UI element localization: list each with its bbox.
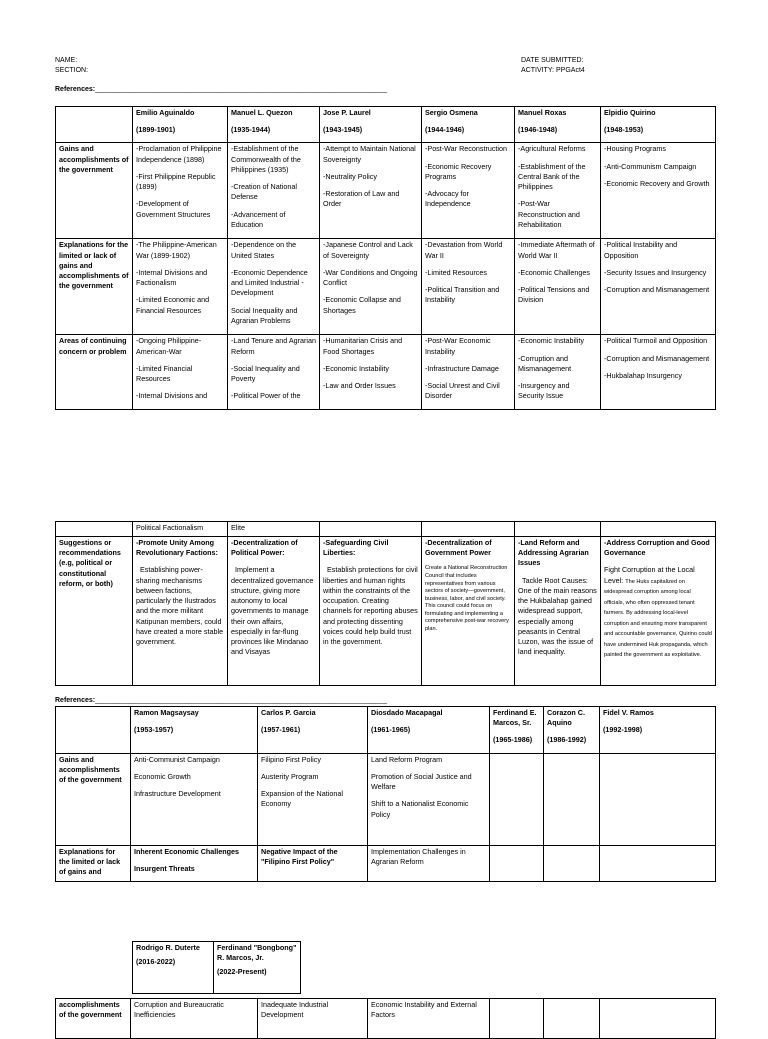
recommendation-title: -Land Reform and Addressing Agrarian Issues — [518, 538, 589, 568]
table-cell — [258, 845, 368, 881]
cell-item: -Internal Divisions and Factionalism — [136, 267, 208, 288]
president-name: Carlos P. Garcia — [261, 708, 316, 717]
cell-item: -Economic Recovery and Growth — [604, 178, 710, 188]
cell-item: -Creation of National Defense — [231, 182, 297, 202]
continued-cell — [601, 522, 716, 537]
table-cell — [320, 239, 422, 335]
cell-item: -Political Transition and Instability — [425, 285, 500, 305]
cell-item: -Establishment of the Commonwealth of the Philippines (1935) — [231, 144, 301, 174]
cell-item: -Political Tensions and Division — [518, 285, 590, 305]
table-cell: Inadequate Industrial Development — [258, 999, 368, 1039]
table-cell — [133, 239, 228, 335]
president-name: Elpidio Quirino — [604, 108, 656, 117]
president-header-cell — [601, 107, 716, 143]
continued-cell — [515, 522, 601, 537]
cell-item: -Internal Divisions and — [136, 391, 208, 401]
president-term: (1899-1901) — [136, 125, 176, 135]
president-header-cell — [320, 107, 422, 143]
references-line-1 — [55, 85, 387, 95]
president-term: (1992-1998) — [603, 725, 643, 735]
cell-item: -Anti-Communism Campaign — [604, 161, 697, 171]
cell-item: -Corruption and Mismanagement — [518, 353, 572, 373]
cell-item: -Post-War Economic Instability — [425, 336, 491, 356]
table-cell — [600, 753, 716, 845]
gains-row — [56, 753, 716, 845]
continued-cell — [320, 522, 422, 537]
table-cell — [228, 239, 320, 335]
row-label: Gains and accomplishments of the government — [56, 753, 131, 845]
table-cell — [131, 753, 258, 845]
cell-item: -Establishment of the Central Bank of the Philippines — [518, 161, 586, 192]
president-name: Corazon C. Aquino — [547, 708, 585, 728]
table-cell — [228, 335, 320, 410]
table-cell — [515, 335, 601, 410]
table-cell — [601, 335, 716, 410]
references-label: References: — [55, 86, 96, 93]
references-line-2 — [55, 696, 387, 706]
president-header-cell — [131, 707, 258, 754]
cell-item: -Insurgency and Security Issue — [518, 381, 570, 401]
president-header-cell — [368, 707, 490, 754]
activity-label: ACTIVITY: PPGAct4 — [521, 67, 585, 74]
president-header-row — [133, 942, 301, 994]
cell-item: Infrastructure Development — [134, 789, 221, 799]
table-cell — [490, 753, 544, 845]
president-name: Jose P. Laurel — [323, 108, 371, 117]
recommendations-table — [55, 521, 716, 686]
explanations-row — [56, 239, 716, 335]
cell-item: -Economic Challenges — [518, 267, 590, 277]
table-cell — [515, 143, 601, 239]
name-label: NAME: — [55, 57, 78, 64]
president-term: (1948-1953) — [604, 125, 644, 135]
cell-item: -Hukbalahap Insurgency — [604, 370, 682, 380]
recommendation-body — [604, 565, 712, 660]
table-cell — [133, 335, 228, 410]
table-cell — [544, 999, 600, 1039]
cell-item: -Political Turmoil and Opposition — [604, 336, 708, 346]
president-header-cell — [258, 707, 368, 754]
table-cell — [601, 143, 716, 239]
cell-item: -Political Instability and Opposition — [604, 240, 678, 260]
cell-item: -Limited Economic and Financial Resources — [136, 295, 210, 315]
presidents-table-4 — [55, 998, 716, 1039]
cell-item: -Corruption and Mismanagement — [604, 353, 710, 363]
cell-item: -Development of Government Structures — [136, 199, 211, 219]
cell-item: -Economic Instability — [323, 363, 389, 373]
president-header-cell — [133, 107, 228, 143]
cell-item: -Humanitarian Crisis and Food Shortages — [323, 336, 403, 356]
cell-item: Negative Impact of the "Filipino First Policy" — [261, 846, 338, 866]
cell-item: -Limited Resources — [425, 267, 487, 277]
continued-cell: Elite — [228, 522, 320, 537]
cell-item: -Housing Programs — [604, 144, 666, 154]
continued-cell — [422, 522, 515, 537]
recommendation-detail: The Huks capitalized on widespread corruption among local officials, who often oppressed tenant farmers. By addressing local-level corruption and ensuring more transparent and accountable governance, Quirino could have undermined Huk propaganda, which painted the government as exploitative. — [604, 578, 712, 659]
cell-item: -Security Issues and Insurgency — [604, 267, 707, 277]
cell-item: -Agricultural Reforms — [518, 144, 586, 154]
recommendation-title: -Decentralization of Government Power — [425, 538, 492, 558]
cell-item: -The Philippine-American War (1899-1902) — [136, 240, 217, 260]
submission-info — [521, 56, 585, 76]
cell-item: Economic Growth — [134, 771, 191, 781]
president-header-cell — [133, 942, 214, 994]
references-blank: ___________________________________________________________________________ — [95, 697, 388, 704]
president-name: Rodrigo R. Duterte — [136, 943, 200, 952]
cell-item: -Economic Dependence and Limited Industrial - Development — [231, 267, 308, 298]
table-cell — [422, 239, 515, 335]
president-term: (1965-1986) — [493, 735, 533, 745]
table-cell: Economic Instability and External Factors — [368, 999, 490, 1039]
table-cell — [320, 143, 422, 239]
cell-item: Shift to a Nationalist Economic Policy — [371, 799, 469, 819]
president-header-row — [56, 707, 716, 754]
cell-item: -Dependence on the United States — [231, 240, 297, 260]
cell-item: Austerity Program — [261, 771, 319, 781]
cell-item: -Infrastructure Damage — [425, 363, 499, 373]
president-term: (1944-1946) — [425, 125, 465, 135]
president-name: Fidel V. Ramos — [603, 708, 654, 717]
president-name: Sergio Osmena — [425, 108, 478, 117]
president-name: Manuel Roxas — [518, 108, 567, 117]
recommendation-cell — [133, 537, 228, 686]
row-label: Gains and accomplishments of the government — [56, 143, 133, 239]
cell-item: -Attempt to Maintain National Sovereignty — [323, 144, 416, 164]
table-cell — [228, 143, 320, 239]
recommendation-cell — [601, 537, 716, 686]
date-submitted-label: DATE SUBMITTED: — [521, 57, 584, 64]
president-header-row — [56, 107, 716, 143]
cell-item: Filipino First Policy — [261, 754, 321, 764]
table-cell — [600, 999, 716, 1039]
table-cell — [600, 845, 716, 881]
president-name: Ferdinand E. Marcos, Sr. — [493, 708, 537, 728]
president-header-cell — [490, 707, 544, 754]
cell-item: -Post-War Reconstruction — [425, 144, 508, 154]
section-label: SECTION: — [55, 67, 89, 74]
cell-item: -Economic Recovery Programs — [425, 161, 492, 181]
cell-item: -Japanese Control and Lack of Sovereignty — [323, 240, 413, 260]
table-cell — [131, 845, 258, 881]
table-cell — [515, 239, 601, 335]
president-term: (1943-1945) — [323, 125, 363, 135]
cell-item: -Ongoing Philippine-American-War — [136, 336, 202, 356]
cell-item: Social Inequality and Agrarian Problems — [231, 305, 298, 325]
cell-item: Implementation Challenges in Agrarian Reform — [371, 846, 466, 866]
continued-cell: Political Factionalism — [133, 522, 228, 537]
president-name: Ferdinand "Bongbong" R. Marcos, Jr. — [217, 943, 297, 963]
recommendation-body: Create a National Reconstruction Council that includes representatives from various sectors of society—government, business, labor, and civil society. This council could focus on formulating and implementing a comprehensive post-war recovery plan. — [425, 565, 509, 632]
cell-item: Promotion of Social Justice and Welfare — [371, 771, 472, 792]
recommendation-title: -Safeguarding Civil Liberties: — [323, 538, 389, 558]
cell-item: -Land Tenure and Agrarian Reform — [231, 336, 316, 356]
president-name: Ramon Magsaysay — [134, 708, 199, 717]
references-blank: ___________________________________________________________________________ — [95, 86, 388, 93]
table-cell — [368, 753, 490, 845]
president-term: (1957-1961) — [261, 725, 301, 735]
cell-item: -First Philippine Republic (1899) — [136, 171, 216, 192]
explanations-row — [56, 999, 716, 1039]
table-cell — [490, 999, 544, 1039]
concerns-row — [56, 335, 716, 410]
presidents-table-2 — [55, 706, 716, 882]
cell-item: Inherent Economic Challenges — [134, 846, 240, 856]
continued-row — [56, 522, 716, 537]
recommendation-body: Establish protections for civil liberties and human rights within the constraints of the occupation. Creating channels for reporting abuses and protecting dissenting voices could help build trust in the government. — [323, 565, 418, 646]
cell-item: -Economic Collapse and Shortages — [323, 295, 401, 315]
table-cell: Corruption and Bureaucratic Inefficiencies — [131, 999, 258, 1039]
gains-row — [56, 143, 716, 239]
cell-item: -War Conditions and Ongoing Conflict — [323, 267, 418, 288]
blank-header-cell — [56, 107, 133, 143]
recommendation-cell — [515, 537, 601, 686]
president-term: (2016-2022) — [136, 957, 176, 967]
table-cell — [490, 845, 544, 881]
cell-item: -Post-War Reconstruction and Rehabilitation — [518, 199, 580, 229]
row-label: accomplishments of the government — [56, 999, 131, 1039]
blank-header-cell — [56, 707, 131, 754]
cell-item: -Political Power of the — [231, 391, 301, 401]
cell-item: -Corruption and Mismanagement — [604, 285, 710, 295]
recommendation-body: Tackle Root Causes: One of the main reasons the Hukbalahap gained widespread support, especially among peasants in Central Luzon, was the issue of land inequality. — [518, 575, 597, 657]
student-info — [55, 56, 88, 76]
row-label: Explanations for the limited or lack of gains and accomplishments of the government — [56, 239, 133, 335]
cell-item: -Proclamation of Philippine Independence (1898) — [136, 144, 222, 164]
president-term: (2022-Present) — [217, 967, 267, 977]
president-header-cell — [422, 107, 515, 143]
recommendation-title: -Promote Unity Among Revolutionary Factions: — [136, 538, 218, 558]
table-cell — [258, 753, 368, 845]
president-header-cell — [600, 707, 716, 754]
cell-item: -Immediate Aftermath of World War II — [518, 240, 595, 260]
cell-item: -Law and Order Issues — [323, 381, 396, 391]
recommendation-title: -Decentralization of Political Power: — [231, 538, 298, 558]
president-term: (1961-1965) — [371, 725, 411, 735]
cell-item: Insurgent Threats — [134, 863, 195, 873]
presidents-table-1 — [55, 106, 716, 410]
president-header-cell — [544, 707, 600, 754]
references-label: References: — [55, 697, 96, 704]
cell-item: Anti-Communist Campaign — [134, 754, 220, 764]
row-label: Suggestions or recommendations (e.g, political or constitutional reform, or both) — [56, 537, 133, 686]
president-header-cell — [214, 942, 301, 994]
cell-item: -Advancement of Education — [231, 209, 286, 229]
table-cell — [422, 335, 515, 410]
cell-item: -Limited Financial Resources — [136, 363, 193, 384]
recommendation-body: Implement a decentralized governance structure, giving more autonomy to local governments to manage their own affairs, especially in far-flung provinces like Mindanao and Visayas — [231, 565, 314, 657]
cell-item: -Advocacy for Independence — [425, 189, 471, 209]
recommendation-lead: Fight Corruption at the Local Level: — [604, 565, 695, 585]
table-cell — [544, 845, 600, 881]
president-name: Manuel L. Quezon — [231, 108, 293, 117]
cell-item: -Social Unrest and Civil Disorder — [425, 381, 500, 401]
president-term: (1946-1948) — [518, 125, 558, 135]
cell-item: Land Reform Program — [371, 754, 443, 764]
explanations-row — [56, 845, 716, 881]
cell-item: -Neutrality Policy — [323, 171, 377, 181]
table-cell — [368, 845, 490, 881]
recommendation-body: Establishing power-sharing mechanisms between factions, particularly the Ilustrados and the more militant Katipunan members, could have created a more stable government. — [136, 565, 224, 646]
cell-item: -Economic Instability — [518, 336, 584, 346]
row-label: Explanations for the limited or lack of gains and — [56, 845, 131, 881]
cell-item: -Restoration of Law and Order — [323, 189, 400, 209]
recommendation-cell — [228, 537, 320, 686]
blank-cell — [56, 522, 133, 537]
president-term: (1935-1944) — [231, 125, 271, 135]
recommendation-cell — [320, 537, 422, 686]
cell-item: -Social Inequality and Poverty — [231, 363, 300, 384]
table-cell — [133, 143, 228, 239]
president-name: Diosdado Macapagal — [371, 708, 443, 717]
president-name: Emilio Aguinaldo — [136, 108, 195, 117]
president-header-cell — [515, 107, 601, 143]
table-cell — [601, 239, 716, 335]
table-cell — [320, 335, 422, 410]
president-term: (1953-1957) — [134, 725, 174, 735]
suggestions-row — [56, 537, 716, 686]
recommendation-title: -Address Corruption and Good Governance — [604, 538, 710, 558]
recommendation-cell — [422, 537, 515, 686]
table-cell — [422, 143, 515, 239]
cell-item: Expansion of the National Economy — [261, 789, 343, 809]
presidents-table-3 — [132, 941, 301, 994]
row-label: Areas of continuing concern or problem — [56, 335, 133, 410]
table-cell — [544, 753, 600, 845]
president-header-cell — [228, 107, 320, 143]
president-term: (1986-1992) — [547, 735, 587, 745]
cell-item: -Devastation from World War II — [425, 240, 503, 260]
